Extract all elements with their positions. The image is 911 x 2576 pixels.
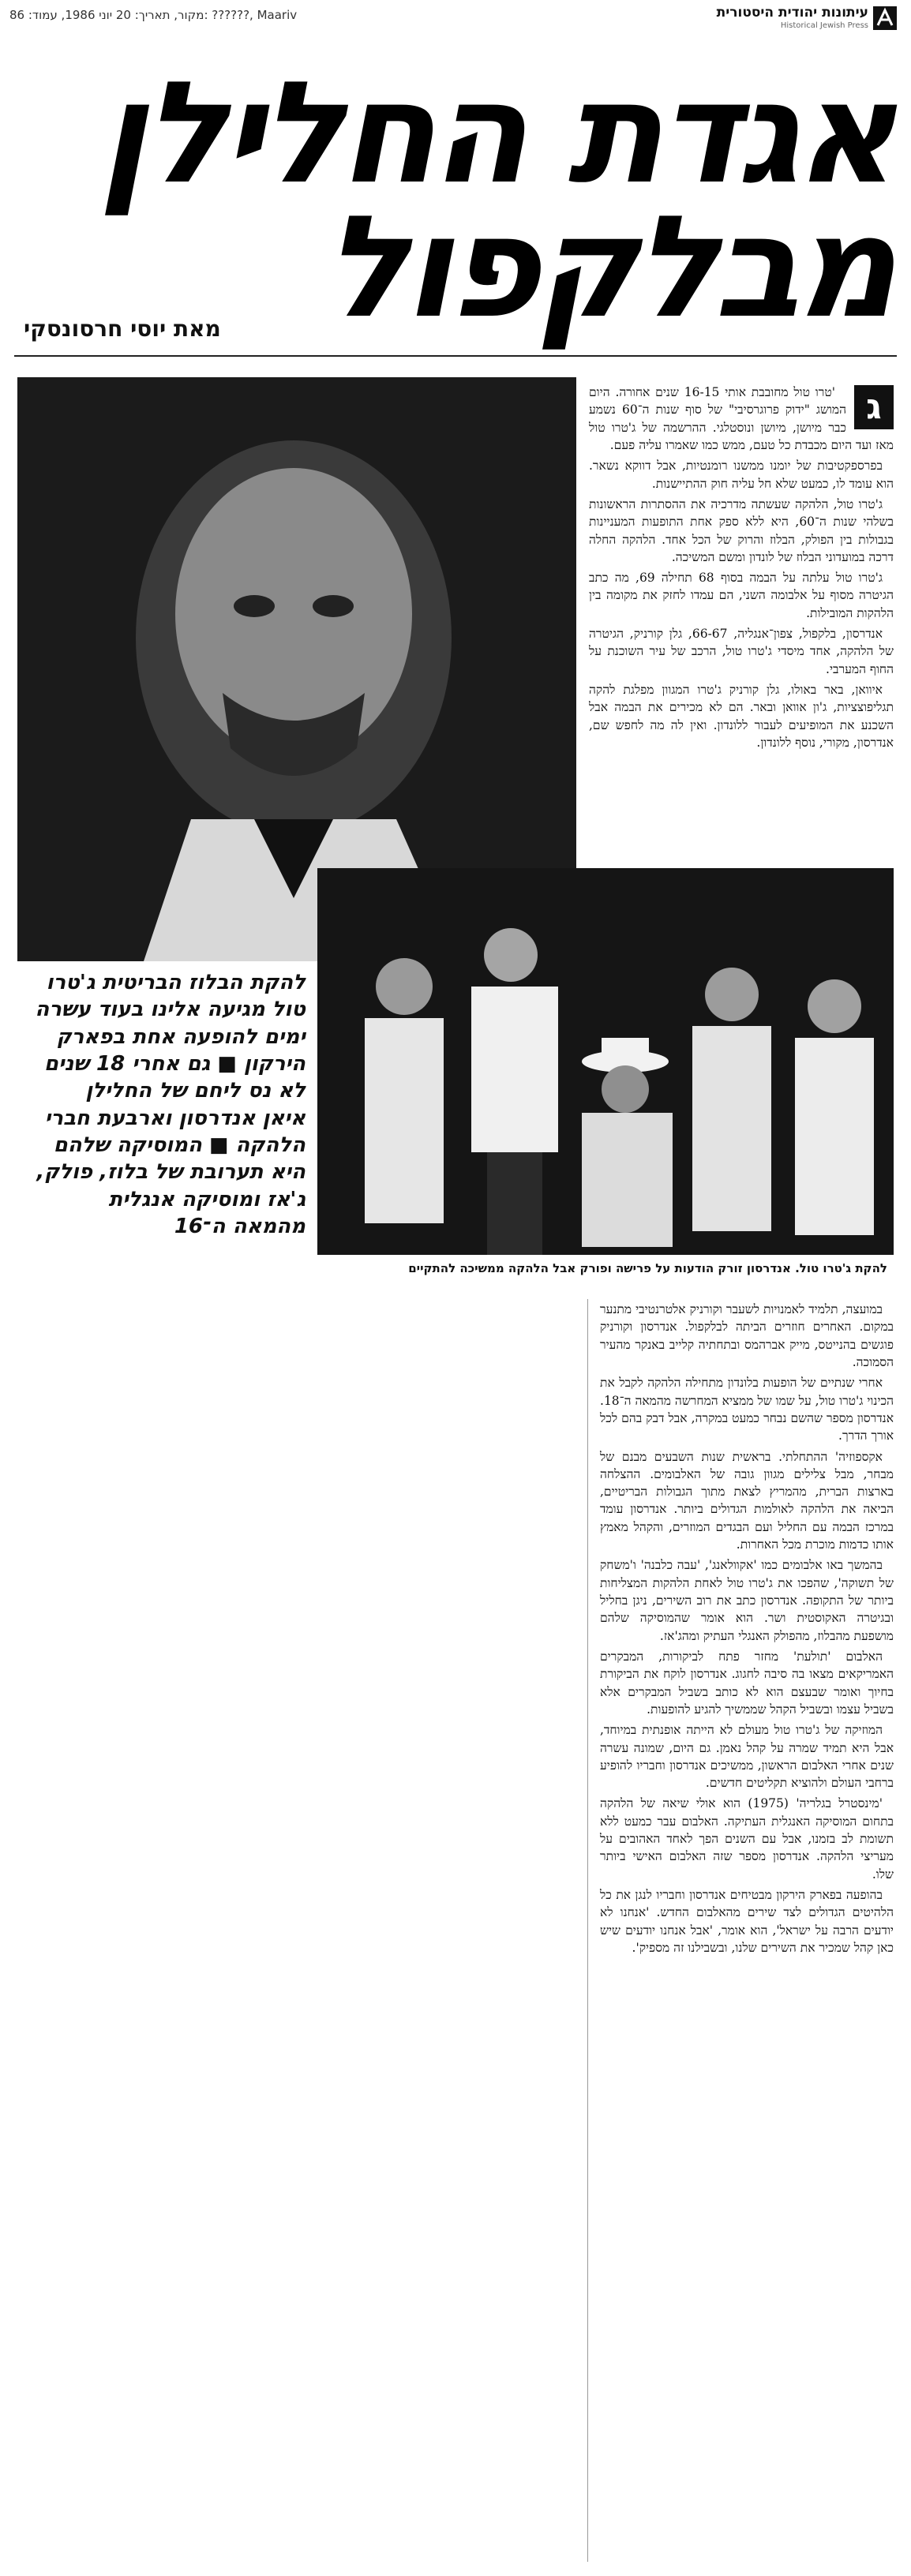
headline-divider	[14, 355, 897, 357]
band-group-photo	[317, 868, 894, 1255]
paragraph: אחרי שנתיים של הופעות בלונדון מתחילה הלהקה לקבל את הכינוי ג'טרו טול, על שמו של ממציא המחרשה מהמאה ה־18. אנדרסון מספר שהשם נבחר כמעט במקרה, אבל דבק בהם לכל אורך הדרך.	[600, 1376, 894, 1443]
pull-quote-line: ג'אז ומוסיקה אנגלית	[108, 1187, 306, 1211]
archive-logo-text[interactable]: עיתונות יהודית היסטורית	[716, 5, 868, 21]
pull-quote-line: לא נס ליחם של החלילן	[85, 1079, 306, 1103]
article-column-top	[589, 384, 894, 754]
byline: מאת יוסי חרסונסקי	[24, 316, 221, 342]
paragraph: המוזיקה של ג'טרו טול מעולם לא הייתה אופנתית במיוחד, אבל היא תמיד שמרה על קהל נאמן. גם היום, שמונה עשרה שנים אחרי האלבום הראשון, ממשיכים אנדרסון וחבריו להופיע ברחבי העולם ולהוציא תקליטים חדשים.	[600, 1723, 894, 1791]
photo-caption: להקת ג'טרו טול. אנדרסון זורק הודעות על פרישה ופורק אבל הלהקה ממשיכה להתקיים	[408, 1261, 887, 1275]
paragraph: אנדרסון, בלקפול, צפון־אנגליה, 66-67, גלן קורניק, הגיטרה של הלהקה, אחד מיסדי ג'טרו טול, הרכב של עיר השוכנת על החוף המערבי.	[589, 627, 894, 676]
pull-quote-line: היא תערובת של בלוז, פולק,	[36, 1160, 306, 1185]
pull-quote-line: הלהקה ■ המוסיקה שלהם	[53, 1133, 306, 1157]
column-divider	[587, 1299, 588, 2562]
paragraph: ג'טרו טול עלתה על הבמה בסוף 68 תחילה 69, מה כתב הגיטרה מסוף על אלבומה השני, הם עמדו לחזק את מקומה בין הלהקות המובילות.	[589, 571, 894, 620]
headline-line-1: אגדת החלילן	[99, 51, 892, 215]
paragraph: ג'טרו טול, הלהקה שעשתה מדרכיה את ההסתרות הראשונות בשלהי שנות ה־60, היא ללא ספק אחת התופעות המעניינות בגבולות בין הפולק, הבלוז והרוק של הכל אחד. הלהקה החלה דרכה במועדוני הבלוז של לונדון ומשם המשיכה.	[589, 496, 894, 564]
pull-quote-line: ימים להופעה אחת בפארק	[56, 1024, 306, 1049]
archive-header	[0, 0, 911, 46]
paragraph: איוואן, באר באולו, גלן קורניק ג'טרו המגוון מפלגת להקה תגליפוצציות, ג'ון אוואן ובאר. הם לא מכירים את הבמה אבל השכנע את המופיעים לעבור ללונדון. ואין לה מה לחפש שם, אנדרסון, מקורי, נוסף ללונדון.	[589, 683, 894, 750]
pull-quote-line: מהמאה ה־16	[174, 1214, 306, 1238]
pull-quote-line: להקת הבלוז הבריטית ג'טרו	[46, 971, 306, 994]
article-column-bottom	[600, 1301, 894, 1960]
paragraph: 'טרו טול מחובבת אותי 16-15 שנים אחורה. היום המושג "ידוק פרוגרסיבי" של סוף שנות ה־60 נשמע כבר מיושן, מיושן ונוסטלגי. ההרשמה של ג'טרו טול מאז ועד היום מכבדת כל טעם, ממש כמו שאמרו עליה פעם.	[589, 385, 894, 452]
pull-quote-line: הירקון ■ גם אחרי 18 שנים	[43, 1051, 306, 1076]
pull-quote-line: איאן אנדרסון וארבעת חברי	[44, 1106, 306, 1130]
archive-logo-subtitle: Historical Jewish Press	[780, 21, 868, 30]
source-citation: Maariv ,?????? :מקור, תאריך: 20 יוני 1986, עמוד: 86	[9, 8, 298, 22]
headline-line-2: מבלקפול	[324, 185, 892, 349]
paragraph: בהופעה בפארק הירקון מבטיחים אנדרסון וחבריו לנגן את כל הלהיטים הגדולים לצד שירים מהאלבום החדש. 'אנחנו לא יודעים הרבה על ישראל', הוא אומר, 'אבל אנחנו יודעים שיש כאן קהל שמכיר את השירים שלנו, ובשבילנו זה מספיק'.	[600, 1888, 894, 1955]
paragraph: האלבום 'תולעת' מחזר פתח לביקורות, המבקרים האמריקאים מצאו בה סיבה לחגוג. אנדרסון לוקח את הביקורת בחיוך ואומר שבעצם הוא לא כותב בשביל המבקרים אלא בשביל עצמו ובשביל הקהל שממשיך להגיע להופעות.	[600, 1649, 894, 1717]
drop-cap: ג	[854, 385, 894, 429]
paragraph: בהמשך באו אלבומים כמו 'אקוולאנג', 'עבה כלבנה' ו'משחק של תשוקה', שהפכו את ג'טרו טול לאחת הלהקות המצליחות ביותר של התקופה. אנדרסון כתב את רוב השירים, ניגן בחליל ובגיטרה האקוסטית ושר. הוא אומר שהמוסיקה שלהם מושפעת מהבלוז, מהפולק האנגלי העתיק ומהג'אז.	[600, 1558, 894, 1643]
archive-logo-icon[interactable]	[873, 6, 897, 30]
paragraph: בפרספקטיבות של יומנו ממשנו רומנטיות, אבל דווקא נשאר. הוא עומד לו, כמעט שלא חל עליה חוק ההתיישנות.	[589, 459, 894, 491]
pull-quote-line: טול מגיעה אלינו בעוד עשרה	[35, 998, 306, 1022]
paragraph: אקספוזיה' ההתחלתי. בראשית שנות השבעים מבנם של מבחר, מבל צלילים מגוון גובה של האלבומים. ההצלחה בארצות הברית, מהמריץ לצאת מתוך הגבולות הבריטיים, הביאה את הלהקה לאולמות הגדולים ביותר. אנדרסון עומד במרכז הבמה עם החליל ועם הבגדים המוזרים, והקהל מאמץ אותו כדמות מוכרת מכל האחרות.	[600, 1449, 894, 1552]
pull-quote	[25, 969, 306, 1240]
paragraph: במועצה, תלמיד לאמנויות לשעבר וקורניק אלטרנטיבי מתנער במקום. האחרים חוזרים הביתה לבלקפול. אנדרסון וקורניק פוגשים בהנייטס, מייק אברהמס ובתחתיה קלייב באנקר מהעיר הסמוכה.	[600, 1302, 894, 1369]
paragraph: 'מינסטרל בגלריה' (1975) הוא אולי שיאה של הלהקה בתחום המוסיקה האנגלית העתיקה. האלבום עבר כמעט ללא תשומת לב בזמנו, אבל עם השנים הפך לאחד האהובים על מעריצי הלהקה. אנדרסון מספר שזה האלבום האישי ביותר שלו.	[600, 1796, 894, 1881]
